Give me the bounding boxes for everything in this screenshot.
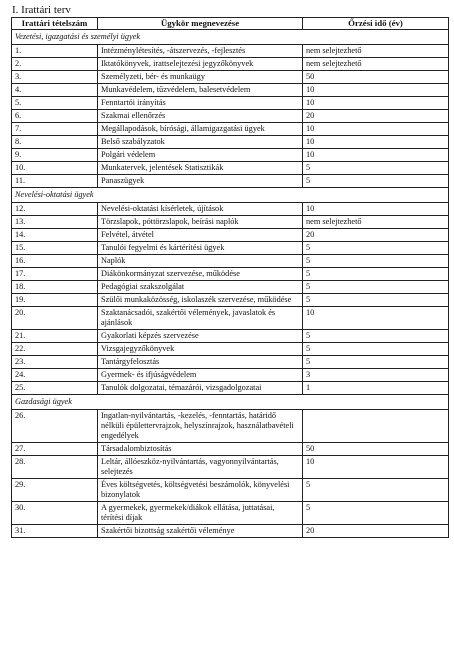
item-number: 6. — [12, 110, 98, 123]
retention-period: 3 — [303, 369, 449, 382]
case-name: Diákönkormányzat szervezése, működése — [98, 268, 303, 281]
table-row — [12, 479, 449, 502]
records-retention-table — [11, 17, 449, 538]
case-name: Éves költségvetés, költségvetési beszámolók, könyvelési bizonylatok — [98, 479, 303, 502]
retention-period: 5 — [303, 281, 449, 294]
item-number: 1. — [12, 45, 98, 58]
retention-period: 5 — [303, 502, 449, 525]
table-row — [12, 45, 449, 58]
retention-period: 5 — [303, 242, 449, 255]
retention-period: 5 — [303, 294, 449, 307]
case-name: Törzslapok, póttörzslapok, beírási naplók — [98, 216, 303, 229]
item-number: 14. — [12, 229, 98, 242]
table-row — [12, 97, 449, 110]
table-row — [12, 162, 449, 175]
table-row — [12, 136, 449, 149]
case-name: Pedagógiai szakszolgálat — [98, 281, 303, 294]
retention-period: 50 — [303, 71, 449, 84]
item-number: 11. — [12, 175, 98, 188]
retention-period: 10 — [303, 123, 449, 136]
retention-period: 5 — [303, 175, 449, 188]
item-number: 30. — [12, 502, 98, 525]
retention-period: 5 — [303, 268, 449, 281]
table-row — [12, 307, 449, 330]
retention-period: nem selejtezhető — [303, 45, 449, 58]
item-number: 17. — [12, 268, 98, 281]
case-name: Szakértői bizottság szakértői véleménye — [98, 525, 303, 538]
header-item-number: Irattári tételszám — [12, 18, 98, 30]
item-number: 24. — [12, 369, 98, 382]
table-row — [12, 268, 449, 281]
case-name: Tantárgyfelosztás — [98, 356, 303, 369]
page-title: I. Irattári terv — [12, 4, 71, 16]
case-name: Nevelési-oktatási kísérletek, újítások — [98, 203, 303, 216]
item-number: 27. — [12, 443, 98, 456]
table-row — [12, 443, 449, 456]
table-row — [12, 84, 449, 97]
retention-period: 5 — [303, 479, 449, 502]
case-name: Gyakorlati képzés szervezése — [98, 330, 303, 343]
case-name: Polgári védelem — [98, 149, 303, 162]
retention-period: 10 — [303, 97, 449, 110]
retention-period: nem selejtezhető — [303, 58, 449, 71]
table-row — [12, 294, 449, 307]
item-number: 16. — [12, 255, 98, 268]
table-row — [12, 110, 449, 123]
case-name: Iktatókönyvek, irattselejtezési jegyzőkönyvek — [98, 58, 303, 71]
item-number: 26. — [12, 410, 98, 443]
case-name: Társadalombiztosítás — [98, 443, 303, 456]
case-name: Gyermek- és ifjúságvédelem — [98, 369, 303, 382]
item-number: 8. — [12, 136, 98, 149]
case-name: Tanulók dolgozatai, témazárói, vizsgadolgozatai — [98, 382, 303, 395]
table-row — [12, 382, 449, 395]
item-number: 9. — [12, 149, 98, 162]
item-number: 28. — [12, 456, 98, 479]
retention-period: 5 — [303, 356, 449, 369]
table-row — [12, 281, 449, 294]
table-row — [12, 525, 449, 538]
section-title: Gazdasági ügyek — [12, 395, 449, 410]
item-number: 2. — [12, 58, 98, 71]
retention-period: 20 — [303, 110, 449, 123]
retention-period: 50 — [303, 443, 449, 456]
retention-period: 10 — [303, 456, 449, 479]
case-name: Szakmai ellenőrzés — [98, 110, 303, 123]
retention-period: 10 — [303, 149, 449, 162]
item-number: 12. — [12, 203, 98, 216]
retention-period: 10 — [303, 203, 449, 216]
section-title: Vezetési, igazgatási és személyi ügyek — [12, 30, 449, 45]
table-row — [12, 149, 449, 162]
case-name: Leltár, állóeszköz-nyilvántartás, vagyonnyilvántartás, selejtezés — [98, 456, 303, 479]
retention-period: nem selejtezhető — [303, 216, 449, 229]
case-name: Belső szabályzatok — [98, 136, 303, 149]
retention-period: 5 — [303, 255, 449, 268]
retention-period: 5 — [303, 330, 449, 343]
table-row — [12, 216, 449, 229]
header-case-name: Ügykör megnevezése — [98, 18, 303, 30]
item-number: 31. — [12, 525, 98, 538]
table-row — [12, 203, 449, 216]
retention-period: 20 — [303, 229, 449, 242]
table-header-row — [12, 18, 449, 30]
case-name: Munkatervek, jelentések Statisztikák — [98, 162, 303, 175]
item-number: 10. — [12, 162, 98, 175]
case-name: Szülői munkaközösség, iskolaszék szervezése, működése — [98, 294, 303, 307]
item-number: 25. — [12, 382, 98, 395]
case-name: A gyermekek, gyermekek/diákok ellátása, juttatásai, térítési díjak — [98, 502, 303, 525]
item-number: 21. — [12, 330, 98, 343]
case-name: Munkavédelem, tűzvédelem, balesetvédelem — [98, 84, 303, 97]
retention-period: 5 — [303, 162, 449, 175]
case-name: Szaktanácsadói, szakértői vélemények, javaslatok és ajánlások — [98, 307, 303, 330]
case-name: Felvétel, átvétel — [98, 229, 303, 242]
table-row — [12, 242, 449, 255]
case-name: Tanulói fegyelmi és kártérítési ügyek — [98, 242, 303, 255]
case-name: Fenntartói irányítás — [98, 97, 303, 110]
case-name: Vizsgajegyzőkönyvek — [98, 343, 303, 356]
table-row — [12, 343, 449, 356]
item-number: 15. — [12, 242, 98, 255]
item-number: 18. — [12, 281, 98, 294]
item-number: 13. — [12, 216, 98, 229]
table-row — [12, 123, 449, 136]
item-number: 7. — [12, 123, 98, 136]
section-title: Nevelési-oktatási ügyek — [12, 188, 449, 203]
table-row — [12, 456, 449, 479]
table-row — [12, 502, 449, 525]
item-number: 3. — [12, 71, 98, 84]
case-name: Megállapodások, bírósági, államigazgatási ügyek — [98, 123, 303, 136]
table-row — [12, 369, 449, 382]
case-name: Panaszügyek — [98, 175, 303, 188]
table-body — [12, 30, 449, 538]
retention-period: 10 — [303, 307, 449, 330]
table-row — [12, 58, 449, 71]
retention-period: 1 — [303, 382, 449, 395]
case-name: Személyzeti, bér- és munkaügy — [98, 71, 303, 84]
item-number: 4. — [12, 84, 98, 97]
header-retention-period: Őrzési idő (év) — [303, 18, 449, 30]
table-row — [12, 229, 449, 242]
retention-period: 10 — [303, 84, 449, 97]
item-number: 20. — [12, 307, 98, 330]
item-number: 22. — [12, 343, 98, 356]
table-row — [12, 175, 449, 188]
table-row — [12, 255, 449, 268]
retention-period: 20 — [303, 525, 449, 538]
section-row — [12, 30, 449, 45]
retention-period — [303, 410, 449, 443]
item-number: 23. — [12, 356, 98, 369]
item-number: 5. — [12, 97, 98, 110]
section-row — [12, 188, 449, 203]
table-row — [12, 356, 449, 369]
table-row — [12, 330, 449, 343]
retention-period: 5 — [303, 343, 449, 356]
table-row — [12, 410, 449, 443]
case-name: Ingatlan-nyilvántartás, -kezelés, -fenntartás, határidő nélküli épülettervrajzok, helyszínrajzok, használatbavételi engedélyek — [98, 410, 303, 443]
retention-period: 10 — [303, 136, 449, 149]
item-number: 29. — [12, 479, 98, 502]
item-number: 19. — [12, 294, 98, 307]
case-name: Intézménylétesítés, -átszervezés, -fejlesztés — [98, 45, 303, 58]
case-name: Naplók — [98, 255, 303, 268]
table-row — [12, 71, 449, 84]
section-row — [12, 395, 449, 410]
